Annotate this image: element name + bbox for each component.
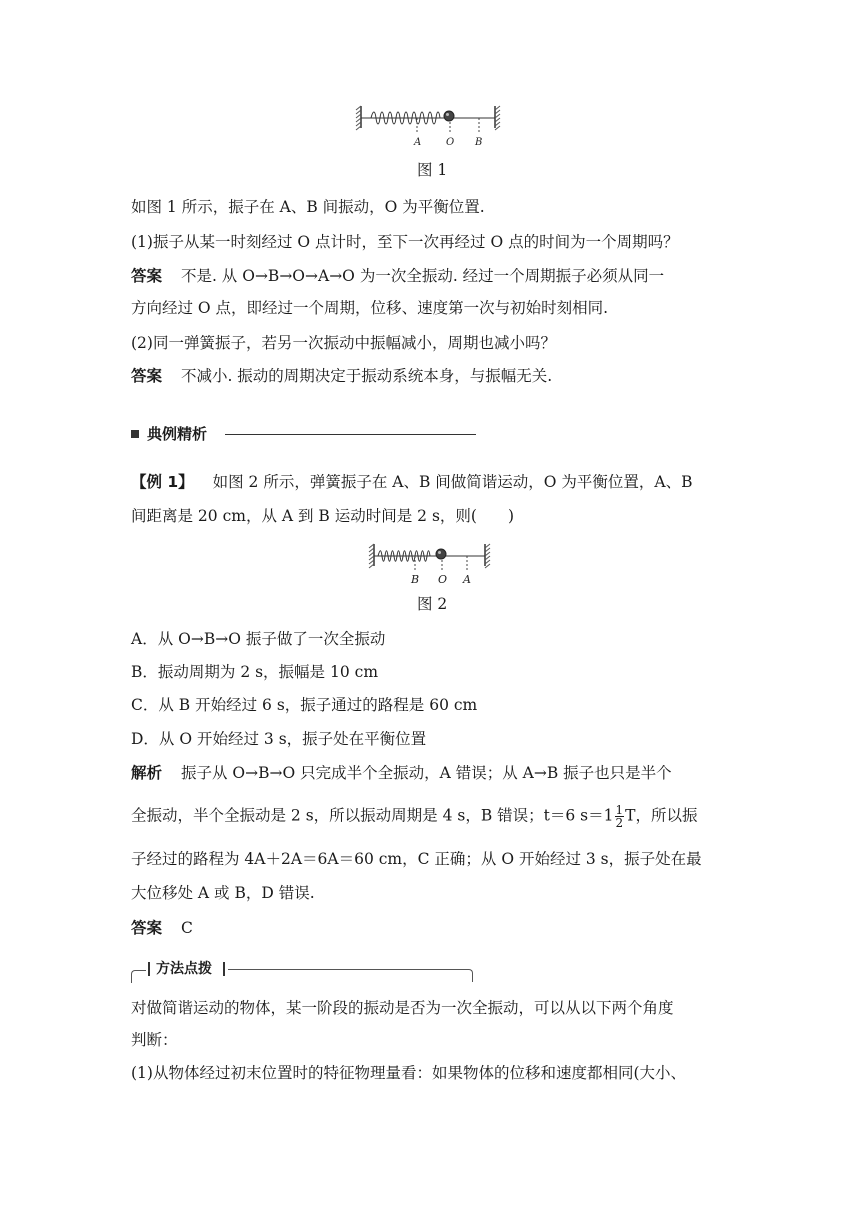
option-c: C．从 B 开始经过 6 s，振子通过的路程是 60 cm — [131, 696, 478, 714]
fraction-denominator: 2 — [615, 816, 624, 830]
method-rule — [228, 969, 469, 970]
method-line-1: 对做简谐运动的物体，某一阶段的振动是否为一次全振动，可以从以下两个角度 — [131, 999, 674, 1017]
fig1-label-b: B — [475, 137, 483, 148]
figure-2-spring-diagram — [368, 540, 493, 586]
method-title: 方法点拨 — [156, 961, 212, 977]
option-a: A．从 O→B→O 振子做了一次全振动 — [131, 630, 386, 648]
answer-2-text: 不减小. 振动的周期决定于振动系统本身，与振幅无关. — [180, 367, 553, 385]
method-line-3: (1)从物体经过初末位置时的特征物理量看：如果物体的位移和速度都相同(大小、 — [131, 1064, 687, 1082]
example-line-1 — [131, 472, 693, 492]
square-bullet-icon — [131, 430, 139, 438]
example-text-1: 如图 2 所示，弹簧振子在 A、B 间做简谐运动，O 为平衡位置，A、B — [212, 473, 693, 491]
question-2: (2)同一弹簧振子，若另一次振动中振幅减小，周期也减小吗？ — [131, 334, 556, 352]
intro-text: 如图 1 所示，振子在 A、B 间振动，O 为平衡位置. — [131, 198, 485, 216]
method-right-corner — [468, 969, 473, 982]
fig1-label-a: A — [414, 137, 422, 148]
analysis-line-2 — [131, 804, 697, 829]
answer-1-line-1 — [131, 266, 664, 286]
fig1-label-o: O — [446, 137, 455, 148]
analysis-line-1 — [131, 763, 672, 783]
section-header — [131, 424, 476, 446]
method-header — [131, 960, 473, 982]
answer-2 — [131, 366, 552, 386]
answer-value: C — [180, 919, 193, 937]
option-d: D．从 O 开始经过 3 s，振子处在平衡位置 — [131, 730, 427, 748]
method-bar-left — [148, 962, 150, 976]
answer-1-text-1: 不是. 从 O→B→O→A→O 为一次全振动. 经过一个周期振子必须从同一 — [180, 267, 665, 285]
analysis-label: 解析 — [131, 764, 163, 782]
fig2-label-o: O — [438, 573, 448, 586]
option-b: B．振动周期为 2 s，振幅是 10 cm — [131, 663, 379, 681]
fig2-label-b: B — [411, 573, 420, 586]
method-bar-right — [223, 962, 225, 976]
final-answer — [131, 918, 193, 938]
fig2-label-a: A — [463, 573, 471, 586]
example-line-2: 间距离是 20 cm，从 A 到 B 运动时间是 2 s，则( ) — [131, 507, 515, 525]
method-left-corner — [131, 970, 146, 983]
analysis-line-4: 大位移处 A 或 B，D 错误. — [131, 884, 315, 902]
analysis-text-1: 振子从 O→B→O 只完成半个全振动，A 错误；从 A→B 振子也只是半个 — [180, 764, 672, 782]
section-rule — [225, 434, 476, 435]
figure-1-caption: 图 1 — [417, 161, 448, 179]
analysis-line-3: 子经过的路程为 4A＋2A＝6A＝60 cm，C 正确；从 O 开始经过 3 s，振子处在最 — [131, 850, 702, 868]
answer-label: 答案 — [131, 367, 163, 385]
analysis-text-2b: T，所以振 — [625, 806, 698, 825]
figure-2-caption: 图 2 — [417, 595, 448, 613]
question-1: (1)振子从某一时刻经过 O 点计时，至下一次再经过 O 点的时间为一个周期吗？ — [131, 233, 679, 251]
answer-label: 答案 — [131, 267, 163, 285]
method-line-2: 判断： — [131, 1031, 178, 1049]
section-title: 典例精析 — [147, 425, 208, 443]
fraction-numerator: 1 — [615, 803, 624, 817]
fraction-one-half — [615, 804, 625, 829]
figure-1-spring-diagram — [355, 98, 505, 148]
example-label: 【例 1】 — [131, 473, 194, 491]
analysis-text-2a: 全振动，半个全振动是 2 s，所以振动周期是 4 s，B 错误；t＝6 s＝1 — [131, 806, 614, 825]
answer-label: 答案 — [131, 919, 163, 937]
answer-1-line-2: 方向经过 O 点，即经过一个周期，位移、速度第一次与初始时刻相同. — [131, 299, 608, 317]
